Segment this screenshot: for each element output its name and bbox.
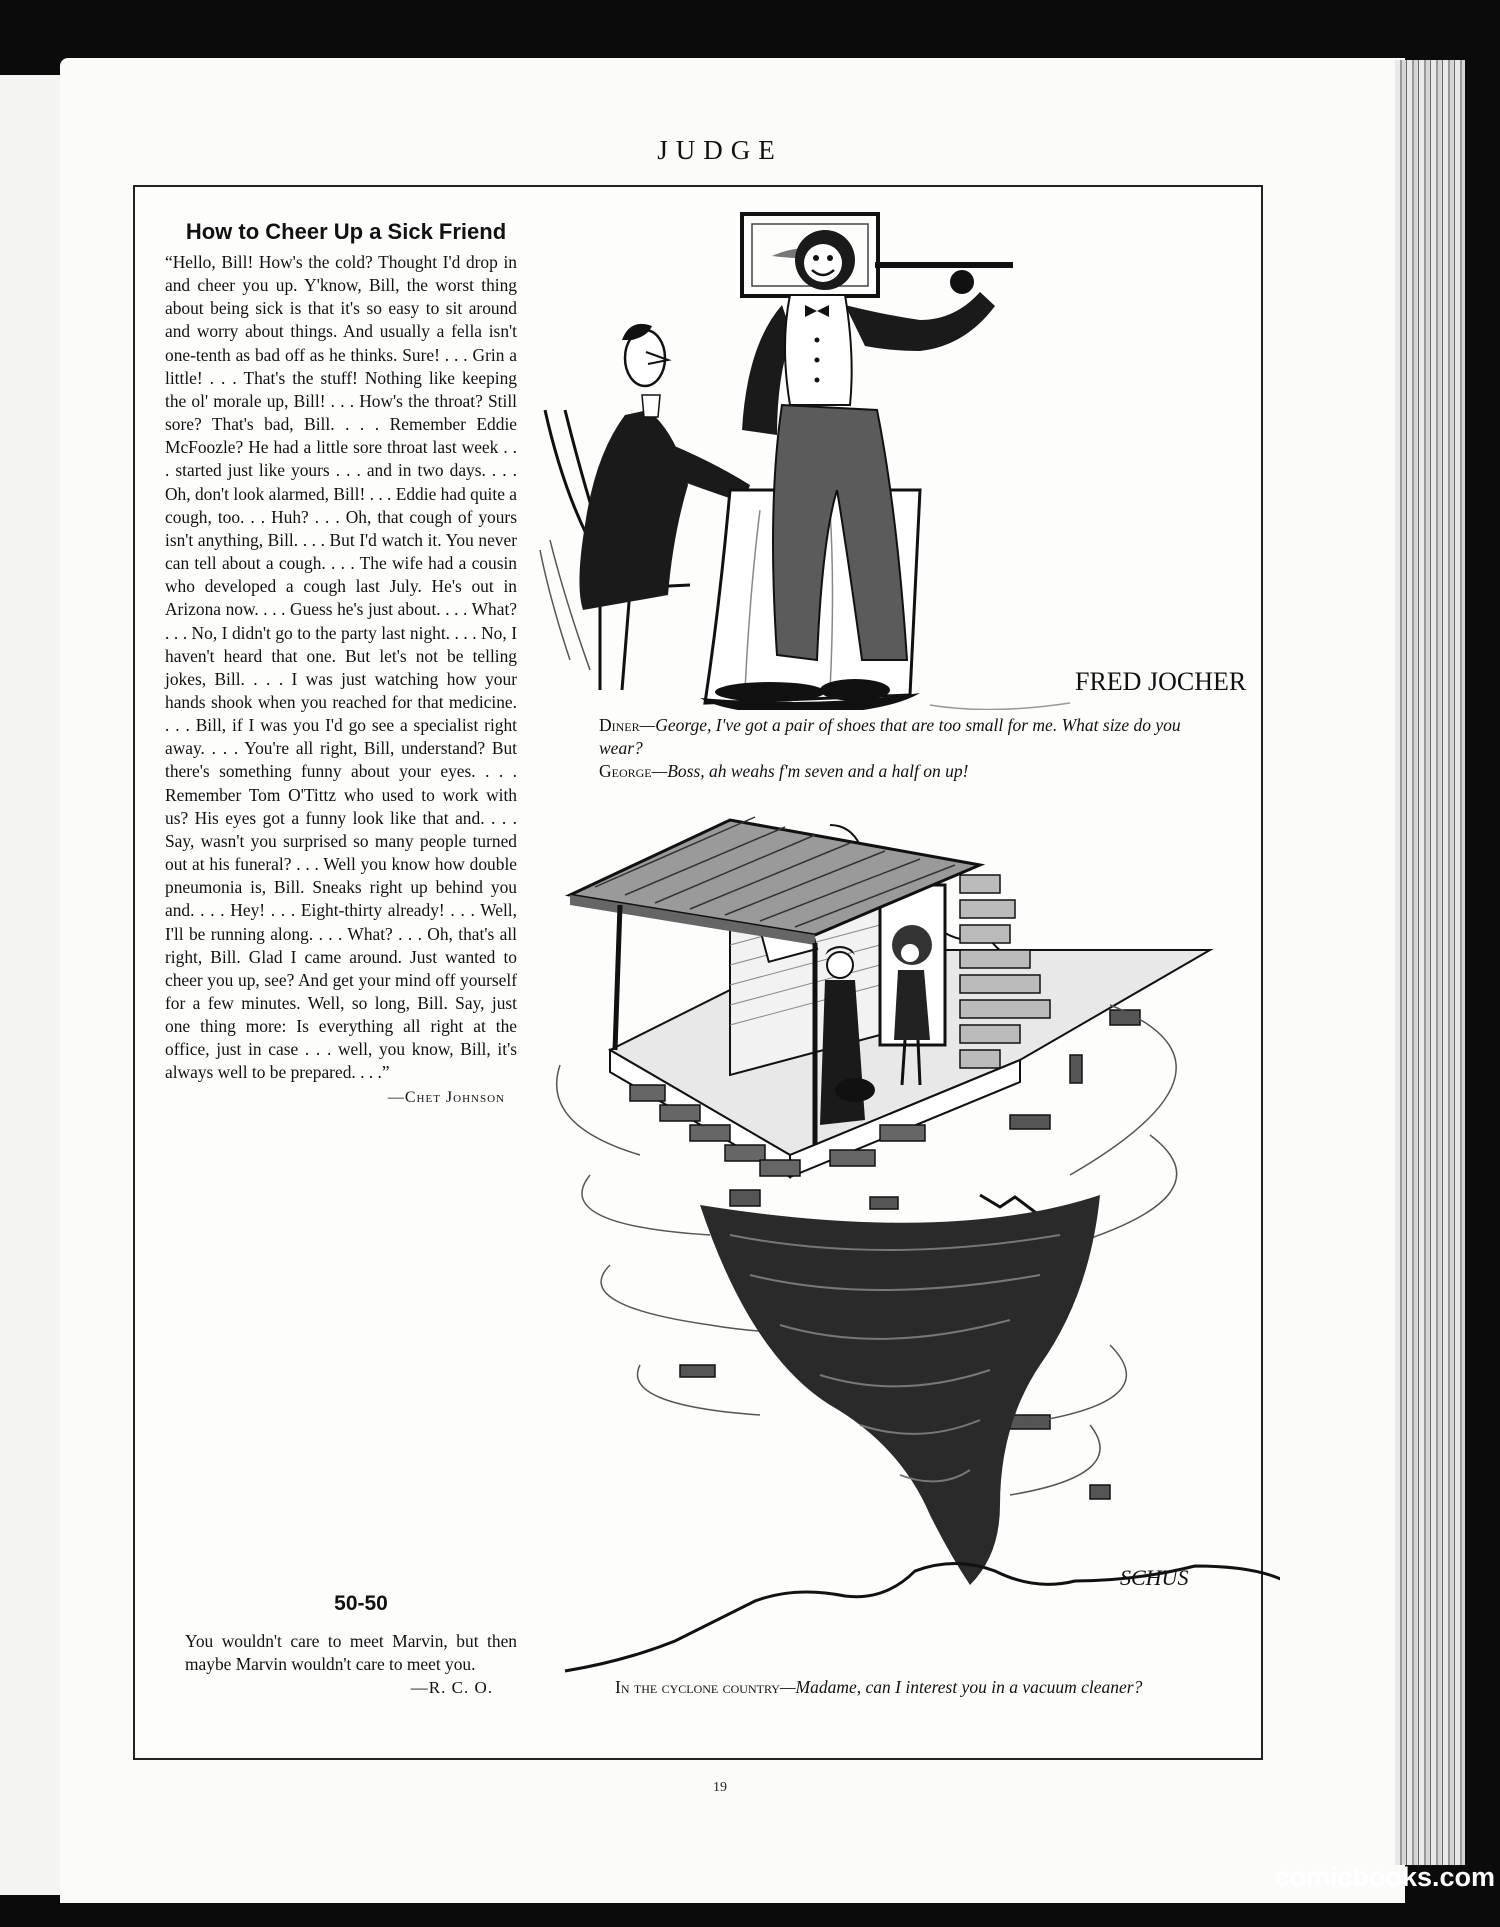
cartoon1-signature: FRED JOCHER	[1075, 667, 1247, 696]
caption3-lead: In the cyclone country	[615, 1677, 780, 1697]
cartoon1-caption	[577, 714, 1227, 783]
article-body: “Hello, Bill! How's the cold? Thought I'd drop in and cheer you up. Y'know, Bill, the worst thing about being sick is that it's so easy to sit around and worry about things. And usually a fella isn't one-tenth as bad off as he thinks. Sure! . . . Grin a little! . . . That's the stuff! Nothing like keeping the ol' morale up, Bill! . . . How's the throat? Still sore? That's bad, Bill. . . . Remember Eddie McFoozle? He had a little sore throat last week . . . started just like yours . . . and in two days. . . . Oh, don't look alarmed, Bill! . . . Eddie had quite a cough, too. . . Huh? . . . Oh, that cough of yours isn't anything, Bill. . . . But I'd watch it. You never can tell about a cough. . . . The wife had a cousin who developed a cough last July. He's out in Arizona now. . . . Guess he's just about. . . . What? . . . No, I didn't go to the party last night. . . . No, I haven't heard that one. But let's not be telling jokes, Bill. . . . I was just watching how your hands shook when you reached for that medicine. . . . Bill, if I was you I'd go see a specialist right away. . . . You're all right, Bill, understand? But there's something funny about your eyes. . . . Remember Tom O'Tittz who used to work with us? His eyes got a funny look like that and. . . . Say, wasn't you surprised so many people turned out at his funeral? . . . Well you know how double pneumonia is, Bill. Sneaks right up behind you and. . . . Hey! . . . Eight-thirty already! . . . Well, I'll be running along. . . . What? . . . Oh, that's all right, Bill. Glad I came around. Just wanted to cheer you up, see? And get your mind off yourself for a few minutes. Well, so long, Bill. Say, just one thing more: Is everything all right at the office, just in case . . . well, you know, Bill, it's always well to be prepared. . . .”	[165, 252, 517, 1083]
filler-byline: —R. C. O.	[410, 1678, 493, 1697]
masthead: JUDGE	[657, 135, 783, 165]
caption1-line: —George, I've got a pair of shoes that are too small for me. What size do you wear?	[599, 715, 1181, 758]
caption1-speaker: Diner	[599, 715, 640, 735]
cyclone-funnel	[700, 1195, 1100, 1585]
filler-title: 50-50	[334, 1592, 388, 1615]
page-number: 19	[713, 1780, 727, 1795]
filler-body: You wouldn't care to meet Marvin, but then maybe Marvin wouldn't care to meet you.	[185, 1631, 517, 1674]
cartoon-diner-illustration	[530, 210, 1250, 710]
cartoon2-caption	[587, 1676, 1237, 1699]
filler-column	[185, 1592, 517, 1698]
caption3-text: —Madame, can I interest you in a vacuum cleaner?	[779, 1677, 1143, 1697]
article-byline: —Chet Johnson	[387, 1088, 505, 1106]
site-watermark: comicbooks.com	[1274, 1862, 1495, 1892]
page-stack-edge	[1395, 60, 1465, 1865]
article-column	[165, 218, 517, 1107]
caption2-line: —Boss, ah weahs f'm seven and a half on up!	[651, 761, 969, 781]
cartoon-cyclone-illustration	[550, 805, 1280, 1685]
binding-edge	[1465, 60, 1500, 1927]
cartoon2-signature: SCHUS	[1120, 1565, 1189, 1590]
article-title: How to Cheer Up a Sick Friend	[185, 219, 507, 244]
caption2-speaker: George	[599, 761, 652, 781]
